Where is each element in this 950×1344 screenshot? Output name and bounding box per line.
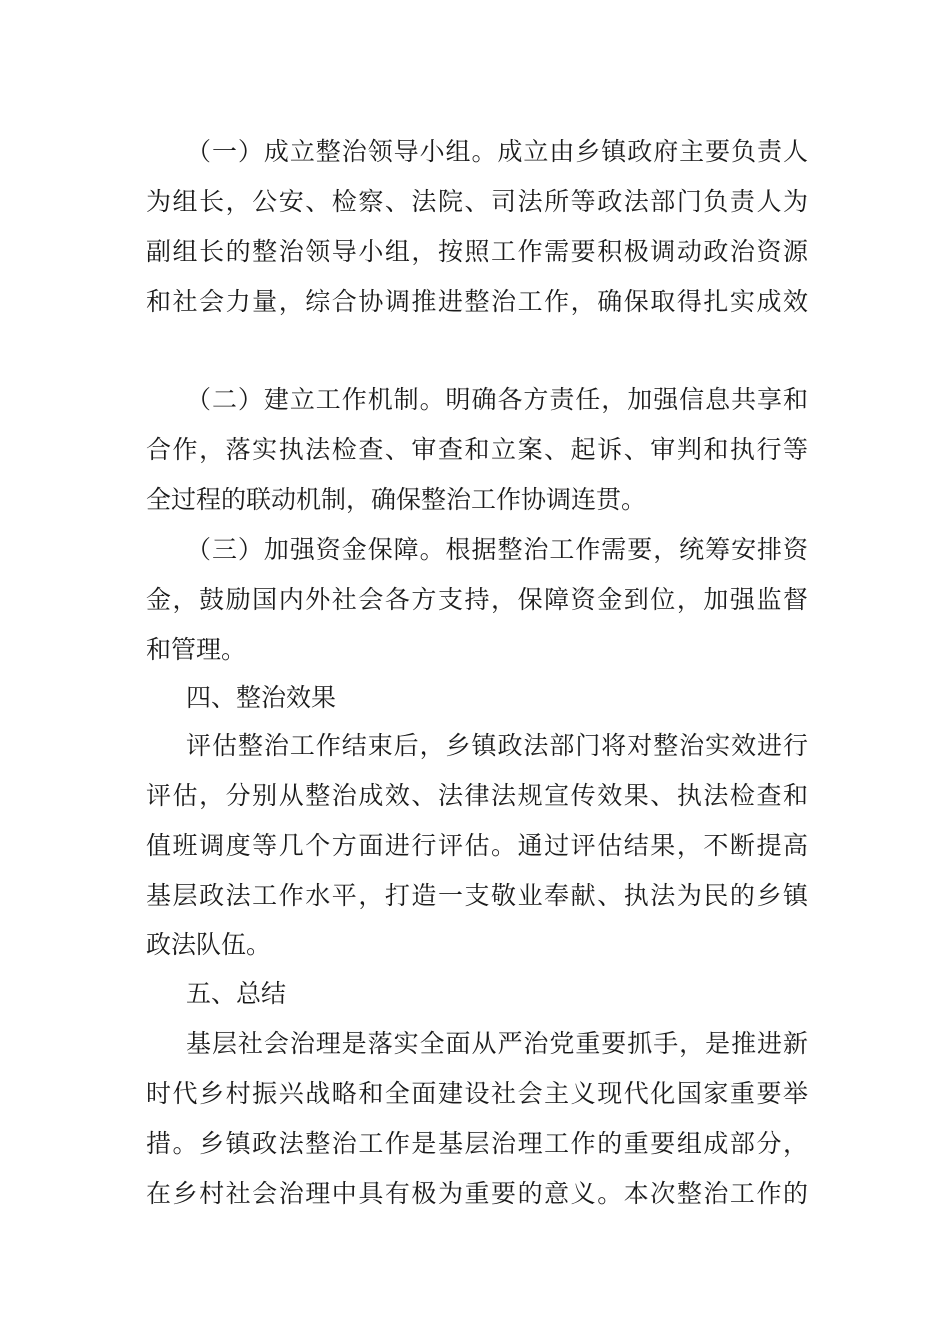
- paragraph-4-line-5: 政法队伍。: [146, 930, 272, 959]
- section-heading-5: 五、总结: [186, 979, 287, 1008]
- paragraph-1-line-3: 副组长的整治领导小组，按照工作需要积极调动政治资源: [146, 237, 808, 266]
- paragraph-4-line-2: 评估，分别从整治成效、法律法规宣传效果、执法检查和: [146, 781, 808, 810]
- paragraph-2-line-1: （二）建立工作机制。明确各方责任，加强信息共享和: [186, 385, 808, 414]
- paragraph-2-line-2: 合作，落实执法检查、审查和立案、起诉、审判和执行等: [146, 435, 808, 464]
- paragraph-1-line-2: 为组长，公安、检察、法院、司法所等政法部门负责人为: [146, 187, 808, 216]
- paragraph-1-line-4: 和社会力量，综合协调推进整治工作，确保取得扎实成效: [146, 287, 808, 316]
- paragraph-3-line-1: （三）加强资金保障。根据整治工作需要，统筹安排资: [186, 535, 808, 564]
- paragraph-2-line-3: 全过程的联动机制，确保整治工作协调连贯。: [146, 485, 647, 514]
- paragraph-5-line-2: 时代乡村振兴战略和全面建设社会主义现代化国家重要举: [146, 1079, 808, 1108]
- paragraph-5-line-1: 基层社会治理是落实全面从严治党重要抓手，是推进新: [186, 1029, 808, 1058]
- paragraph-3-line-3: 和管理。: [146, 635, 247, 664]
- paragraph-3-line-2: 金，鼓励国内外社会各方支持，保障资金到位，加强监督: [146, 585, 808, 614]
- paragraph-4-line-1: 评估整治工作结束后，乡镇政法部门将对整治实效进行: [186, 731, 808, 760]
- paragraph-5-line-3: 措。乡镇政法整治工作是基层治理工作的重要组成部分，: [146, 1129, 808, 1158]
- paragraph-5-line-4: 在乡村社会治理中具有极为重要的意义。本次整治工作的: [146, 1179, 808, 1208]
- paragraph-4-line-3: 值班调度等几个方面进行评估。通过评估结果，不断提高: [146, 831, 808, 860]
- section-heading-4: 四、整治效果: [186, 683, 337, 712]
- paragraph-1-line-1: （一）成立整治领导小组。成立由乡镇政府主要负责人: [186, 137, 808, 166]
- paragraph-4-line-4: 基层政法工作水平，打造一支敬业奉献、执法为民的乡镇: [146, 881, 808, 910]
